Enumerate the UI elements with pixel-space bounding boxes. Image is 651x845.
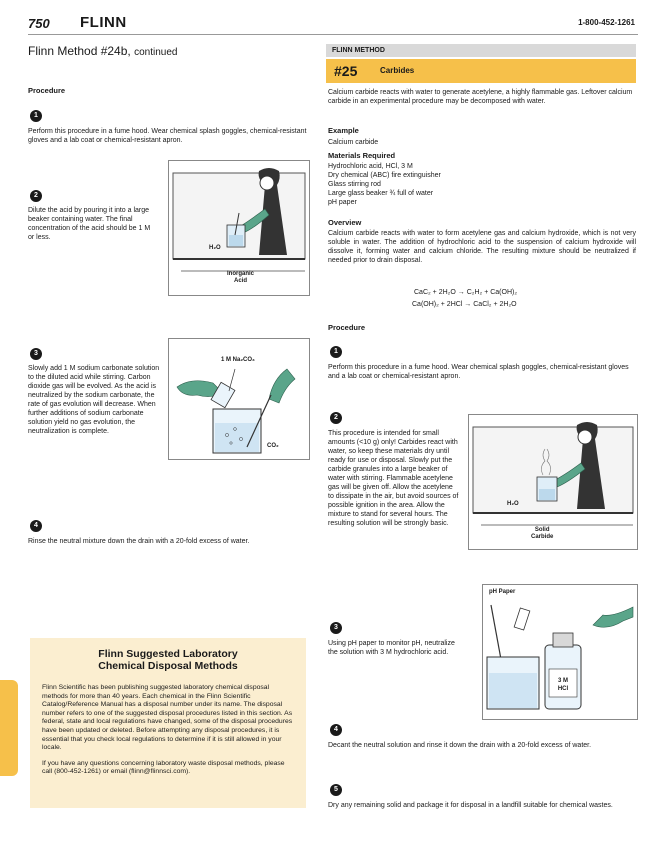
material-item: Large glass beaker ¾ full of water xyxy=(328,190,434,197)
method-number: #25 xyxy=(334,63,358,79)
left-fume-hood-figure xyxy=(168,160,310,296)
section-tab xyxy=(0,680,18,776)
example-text: Calcium carbide xyxy=(328,139,379,146)
right-step-5-badge: 5 xyxy=(330,784,342,796)
left-step-2-badge: 2 xyxy=(30,190,42,202)
disposal-methods-box xyxy=(30,638,306,808)
page-number: 750 xyxy=(28,16,50,31)
overview-heading: Overview xyxy=(328,218,362,227)
right-step-2-badge: 2 xyxy=(330,412,342,424)
overview-text: Calcium carbide reacts with water to form acetylene gas and calcium hydroxide, which is not very soluble in water. The addition of hydrochloric acid to the suspension of calcium hydroxide will dissolve it, forming water and calcium chloride. The resulting mixture should be neutralized if needed prior to drain disposal. xyxy=(328,230,636,264)
box-paragraph-2: If you have any questions concerning laboratory waste disposal methods, please call (800-452-1261) or email (flinn@flinnsci.com). xyxy=(42,759,285,776)
materials-list xyxy=(328,162,628,207)
right-step-4-text: Decant the neutral solution and rinse it down the drain with a 20-fold excess of water. xyxy=(328,742,592,749)
left-procedure-heading: Procedure xyxy=(28,86,66,95)
material-item: Dry chemical (ABC) fire extinguisher xyxy=(328,172,441,179)
fig3-gas-label: CO₂ xyxy=(267,443,279,449)
material-item: pH paper xyxy=(328,199,357,206)
hcl-bottle-label: 3 M HCl xyxy=(557,678,569,692)
right-step-5-text: Dry any remaining solid and package it for disposal in a landfill suitable for chemical wastes. xyxy=(328,802,613,809)
right-fig2-solid-label: Solid Carbide xyxy=(531,527,554,540)
title-text: Flinn Method #24b, xyxy=(28,44,131,58)
material-item: Hydrochloric acid, HCl, 3 M xyxy=(328,163,413,170)
left-page-title xyxy=(28,44,177,58)
method-header-bar xyxy=(326,59,636,83)
box-paragraph-1: Flinn Scientific has been publishing suggested laboratory chemical disposal methods for more than 40 years. Each chemical in the Flinn Scientific Catalog/Reference Manual has a disposal number under its name. The disposal number refers to one of the suggested disposal procedures listed in this section. As federal, state and local regulations have changed, some of the disposal procedures have been updated or deleted. Before attempting any disposal procedures, it is essential that you check local regulations to determine if it is still allowed in your locale. xyxy=(42,684,293,752)
equation-2: Ca(OH)₂ + 2HCl → CaCl₂ + 2H₂O xyxy=(412,301,517,308)
right-step-1-badge: 1 xyxy=(330,346,342,358)
method-title: Carbides xyxy=(380,66,415,75)
header-rule xyxy=(28,34,638,35)
materials-heading: Materials Required xyxy=(328,151,396,160)
left-step-3-badge: 3 xyxy=(30,348,42,360)
left-neutralization-figure xyxy=(168,338,310,460)
left-step-2-text: Dilute the acid by pouring it into a large beaker containing water. The final concentration of the acid should be 1 M or less. xyxy=(28,207,151,241)
fig2-acid-label: Inorganic Acid xyxy=(227,271,255,284)
ph-test-illustration xyxy=(483,585,637,719)
right-step-4-badge: 4 xyxy=(330,724,342,736)
method-tag: FLINN METHOD xyxy=(326,44,636,57)
box-body xyxy=(42,684,296,777)
right-fig2-water-label: H₂O xyxy=(507,501,519,507)
right-procedure-heading: Procedure xyxy=(328,323,366,332)
ph-paper-label: pH Paper xyxy=(489,589,516,595)
left-step-1-badge: 1 xyxy=(30,110,42,122)
right-step-3-text: Using pH paper to monitor pH, neutralize the solution with 3 M hydrochloric acid. xyxy=(328,640,455,656)
right-step-1-text: Perform this procedure in a fume hood. Wear chemical splash goggles, chemical-resistant gloves and a lab coat or chemical-resistant apron. xyxy=(328,364,629,380)
right-step-3-badge: 3 xyxy=(330,622,342,634)
left-step-1-text: Perform this procedure in a fume hood. Wear chemical splash goggles, chemical-resistant gloves and a lab coat or chemical-resistant apron. xyxy=(28,128,307,144)
right-step-2-text: This procedure is intended for small amounts (<10 g) only! Carbides react with water, so keep these materials dry until ready for use or disposal. Slowly put the carbide granules into a large beaker of water with stirring. Flammable acetylene gas will be given off. Allow the acetylene to dissipate in the air, but avoid sources of possible ignition in the area. Allow the mixture to stand for several hours. The resulting solution will be strongly basic. xyxy=(328,430,459,527)
material-item: Glass stirring rod xyxy=(328,181,381,188)
example-heading: Example xyxy=(328,126,359,135)
left-step-3-text: Slowly add 1 M sodium carbonate solution to the diluted acid while stirring. Carbon dioxide gas will be evolved. As the acid is neutralized by the sodium carbonate, the rate of gas evolution will decrease. When further additions of sodium carbonate solution yield no gas evolution, the neutralization is complete. xyxy=(28,365,160,435)
right-ph-figure xyxy=(482,584,638,720)
title-suffix: continued xyxy=(134,47,178,58)
method-intro: Calcium carbide reacts with water to generate acetylene, a highly flammable gas. Leftover calcium carbide in an experimental procedure may be decomposed with water. xyxy=(328,89,633,105)
flinn-logo: FLINN xyxy=(80,14,127,31)
box-title: Flinn Suggested Laboratory Chemical Disposal Methods xyxy=(98,648,238,672)
right-fume-hood-figure xyxy=(468,414,638,550)
equation-1: CaC₂ + 2H₂O → C₂H₂ + Ca(OH)₂ xyxy=(414,289,518,296)
fig2-water-label: H₂O xyxy=(209,245,221,251)
left-step-4-text: Rinse the neutral mixture down the drain with a 20-fold excess of water. xyxy=(28,538,250,545)
phone-number: 1-800-452-1261 xyxy=(578,18,635,27)
fig3-reagent-label: 1 M Na₂CO₃ xyxy=(221,357,255,363)
left-step-4-badge: 4 xyxy=(30,520,42,532)
